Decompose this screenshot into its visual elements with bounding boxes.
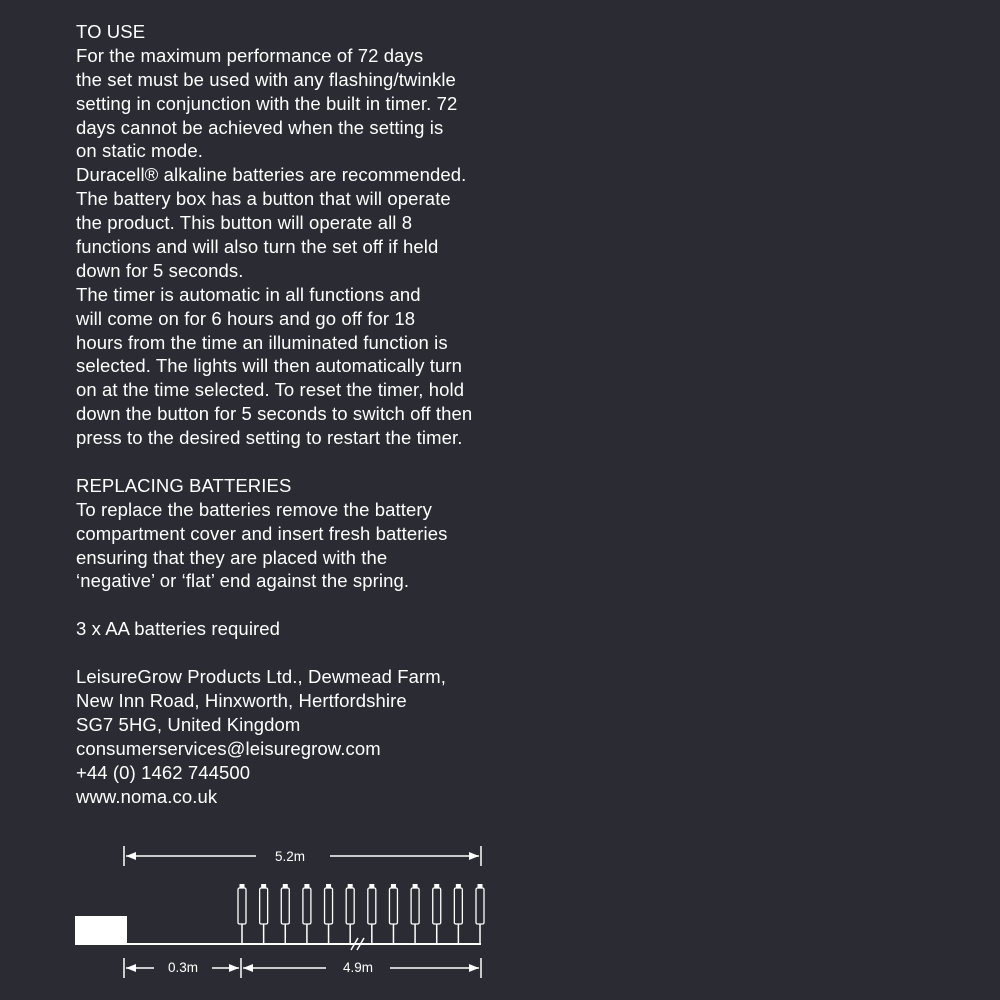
bulb-body [260,888,268,924]
to-use-line: on at the time selected. To reset the timer, hold [76,379,465,401]
to-use-line: Duracell® alkaline batteries are recommended. [76,164,467,186]
arrowhead [469,964,479,972]
contact-phone: +44 (0) 1462 744500 [76,761,251,783]
replacing-batteries-heading: REPLACING BATTERIES [76,474,292,496]
contact-website: www.noma.co.uk [76,785,218,807]
bulb-body [476,888,484,924]
bulb-body [368,888,376,924]
bulb [368,884,376,944]
to-use-line: functions and will also turn the set off if held [76,236,439,258]
contact-email: consumerservices@leisuregrow.com [76,737,381,759]
to-use-line: will come on for 6 hours and go off for 18 [76,307,416,329]
batteries-required-text: 3 x AA batteries required [76,618,281,640]
contact-company: LeisureGrow Products Ltd., Dewmead Farm, [76,666,447,688]
replacing-line: ensuring that they are placed with the [76,546,388,568]
bulb-body [238,888,246,924]
bulb [325,884,333,944]
to-use-line: days cannot be achieved when the setting is [76,116,444,138]
contact-postcode: SG7 5HG, United Kingdom [76,713,301,735]
bulb [411,884,419,944]
bulb [389,884,397,944]
lit-length-label: 4.9m [342,960,374,975]
lead-length-label: 0.3m [167,960,199,975]
arrowhead [126,852,136,860]
to-use-line: selected. The lights will then automatically turn [76,355,463,377]
bulb [238,884,246,944]
bulbs-group [238,884,484,944]
bulb-body [454,888,462,924]
bulb-body [303,888,311,924]
contact-address: New Inn Road, Hinxworth, Hertfordshire [76,689,407,711]
to-use-line: For the maximum performance of 72 days [76,44,424,66]
bulb-body [389,888,397,924]
bulb [281,884,289,944]
to-use-line: the set must be used with any flashing/twinkle [76,68,456,90]
replacing-line: compartment cover and insert fresh batteries [76,522,448,544]
bulb-body [411,888,419,924]
bulb [346,884,354,944]
to-use-line: the product. This button will operate all 8 [76,212,413,234]
arrowhead [126,964,136,972]
bulb [476,884,484,944]
bulb [260,884,268,944]
bulb-body [346,888,354,924]
to-use-line: down for 5 seconds. [76,259,244,281]
replacing-line: ‘negative’ or ‘flat’ end against the spring. [76,570,410,592]
to-use-line: hours from the time an illuminated function is [76,331,448,353]
to-use-line: setting in conjunction with the built in timer. 72 [76,92,458,114]
replacing-line: To replace the batteries remove the battery [76,498,432,520]
bulb [303,884,311,944]
total-length-label: 5.2m [274,849,306,864]
bulb-body [281,888,289,924]
to-use-line: down the button for 5 seconds to switch off then [76,403,473,425]
to-use-line: press to the desired setting to restart the timer. [76,427,463,449]
arrowhead [469,852,479,860]
bulb [454,884,462,944]
bulb [433,884,441,944]
to-use-heading: TO USE [76,21,146,42]
to-use-line: The battery box has a button that will operate [76,188,451,210]
bulb-body [433,888,441,924]
arrowhead [243,964,253,972]
arrowhead [229,964,239,972]
to-use-line: The timer is automatic in all functions and [76,283,421,305]
to-use-line: on static mode. [76,140,203,162]
bulb-body [325,888,333,924]
battery-box [75,916,127,945]
